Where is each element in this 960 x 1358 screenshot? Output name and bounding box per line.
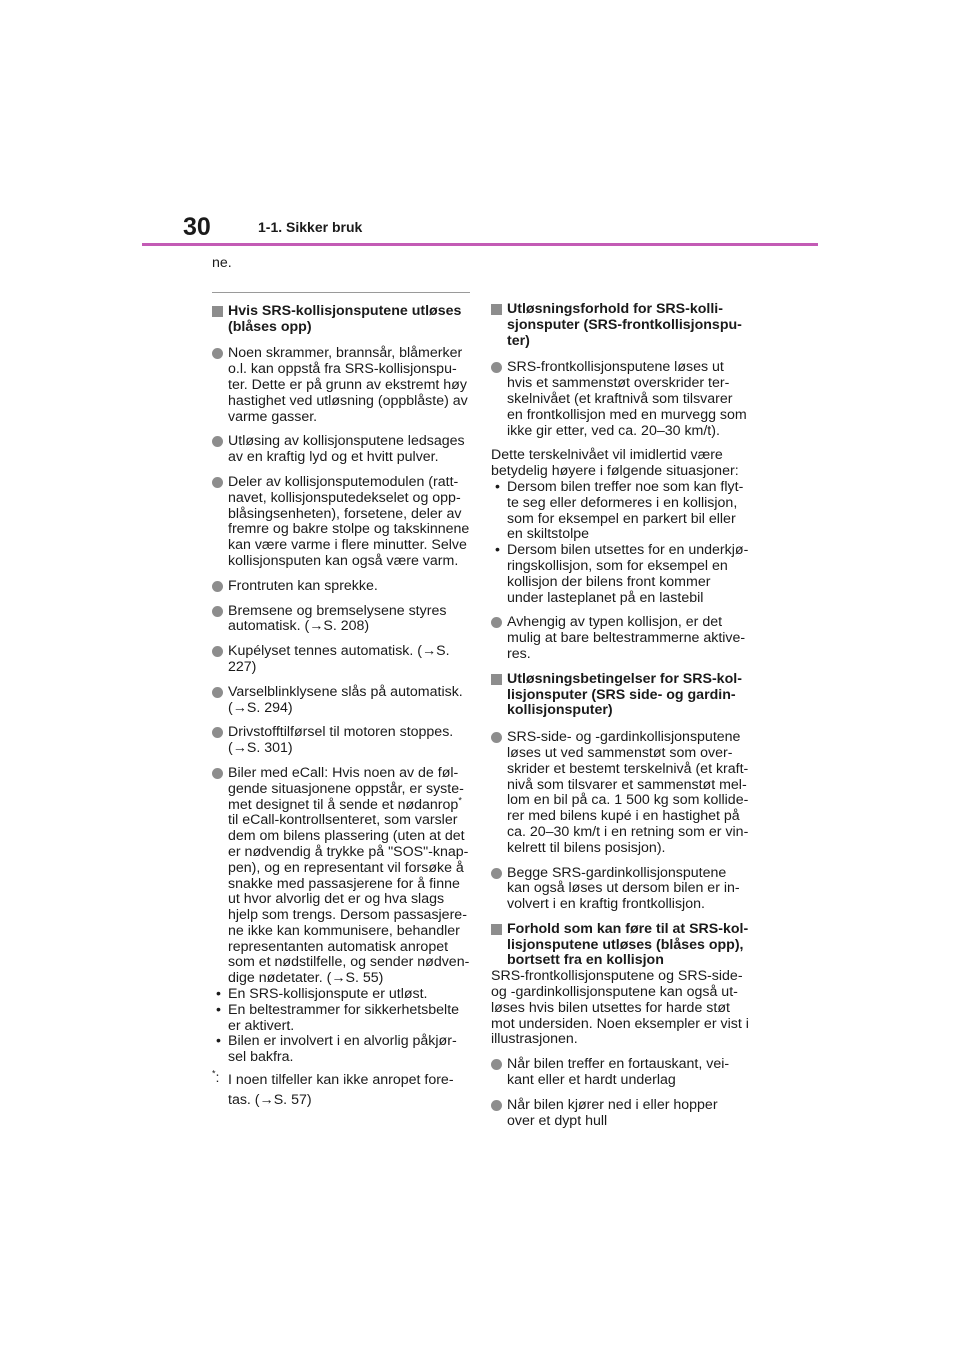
header-rule [142,243,818,246]
list-item-text: Noen skrammer, brannsår, blåmerker o.l. kan oppstå fra SRS-kollisjonsputer. Dette er på grunn av ekstremt høy hastighet ved utløsning (oppblåste) av varme gasser. [228,345,468,425]
sub-list-item [212,1034,470,1066]
sub-item-text: Dersom bilen utsettes for en underkjøringskollisjon, som for eksempel en kollisjon der bilens front kommer under lasteplanet på en lastebil [507,542,749,606]
circle-bullet-icon [212,606,223,617]
heading-srs-deployed [212,304,470,336]
list-item-text: Når bilen kjører ned i eller hopper over et dypt hull [507,1096,718,1129]
list-item [491,1098,749,1130]
circle-bullet-icon [491,868,502,879]
list-item [491,730,749,856]
heading-text: Hvis SRS-kollisjonsputene utløses (blåses opp) [228,302,462,335]
list-item [212,434,470,466]
list-item-ecall [212,766,470,987]
sub-list-item [212,1003,470,1035]
sub-list-item [212,987,470,1003]
ecall-text-after: til eCall-kontrollsenteret, som varsler dem om bilens plassering (uten at det er nødvendig å trykke på "SOS"-knappen), og en representant vil forsøke å snakke med passasjerene for å finne ut hvor alvorlig det er og hva slags hjelp som trengs. Dersom passasjerene ikke kan kommunisere, behandler representanten automatisk anropet som et nødstilfelle, og sender nødvendige nødetater. (→S. 55) [228,812,470,987]
sub-list-item [491,480,749,543]
circle-bullet-icon [212,436,223,447]
list-item-text: SRS-frontkollisjonsputene løses ut hvis et sammenstøt overskrider terskelnivået (et kraftnivå som tilsvarer en frontkollisjon med en murvegg som ikke gir etter, ved ca. 20–30 km/t). [507,359,747,439]
ecall-text-before: Biler med eCall: Hvis noen av de følgende situasjonene oppstår, er systemet designet til å sende et nødanrop [228,764,464,813]
list-item [491,866,749,913]
circle-bullet-icon [491,617,502,628]
list-item [212,644,470,676]
list-item-text: SRS-side- og -gardinkollisjonsputene løses ut ved sammenstøt som overskrider et bestemt terskelnivå (et kraftnivå som tilsvarer et sammenstøt mellom en bil på ca. 1 500 kg som kolliderer med bilens kupé i en hastighet på ca. 20–30 km/t i en retning som er vinkelrett til bilens posisjon). [507,729,749,856]
circle-bullet-icon [212,768,223,779]
dot-marker: • [216,986,221,1003]
sub-item-text: En beltestrammer for sikkerhetsbelte er aktivert. [228,1001,460,1034]
list-item [212,604,470,636]
square-bullet-icon [491,924,502,935]
list-item [491,360,749,439]
footnote-marker: * [458,794,462,805]
sub-item-text: Bilen er involvert i en alvorlig påkjørsel bakfra. [228,1033,457,1066]
heading-text: Utløsningsforhold for SRS-kollisjonsputer (SRS-frontkollisjonsputer) [507,301,742,349]
circle-bullet-icon [491,732,502,743]
list-item-text: Frontruten kan sprekke. [228,577,378,594]
circle-bullet-icon [212,477,223,488]
list-item [212,725,470,757]
sub-item-text: En SRS-kollisjonspute er utløst. [228,986,428,1003]
list-item-text: Når bilen treffer en fortauskant, veikant eller et hardt underlag [507,1056,730,1089]
circle-bullet-icon [491,1100,502,1111]
list-item [212,346,470,425]
section-title: 1-1. Sikker bruk [258,219,363,235]
paragraph: SRS-frontkollisjonsputene og SRS-side- og -gardinkollisjonsputene kan også utløses hvis bilen utsettes for harde støt mot undersiden. Noen eksempler er vist i illustrasjonen. [491,968,749,1048]
sub-list-item [491,543,749,606]
list-item-text: Begge SRS-gardinkollisjonsputene kan også løses ut dersom bilen er involvert i en kraftig frontkollisjon. [507,864,740,913]
dot-marker: • [495,478,500,495]
circle-bullet-icon [212,727,223,738]
circle-bullet-icon [212,581,223,592]
dot-marker: • [216,1001,221,1018]
list-item-text: Drivstofftilførsel til motoren stoppes. (→S. 301) [228,724,454,757]
section-divider [212,292,470,293]
dot-marker: • [495,542,500,559]
list-item-text: Kupélyset tennes automatisk. (→S. 227) [228,643,450,675]
square-bullet-icon [212,306,223,317]
footnote-label: *: [212,1068,220,1087]
heading-front-airbags [491,302,749,349]
list-item-text: Bremsene og bremselysene styres automatisk. (→S. 208) [228,602,447,635]
list-item [491,615,749,662]
continued-fragment: ne. [212,255,232,271]
heading-non-collision-deployment [491,922,749,969]
footnote-text: I noen tilfeller kan ikke anropet foretas. (→S. 57) [228,1072,454,1109]
dot-marker: • [216,1033,221,1050]
list-item-text: Avhengig av typen kollisjon, er det mulig at bare beltestrammerne aktiveres. [507,614,746,662]
page-number: 30 [183,213,211,241]
square-bullet-icon [491,674,502,685]
list-item-text: Utløsing av kollisjonsputene ledsages av en kraftig lyd og et hvitt pulver. [228,433,465,466]
footnote [212,1070,470,1110]
circle-bullet-icon [212,646,223,657]
square-bullet-icon [491,304,502,315]
right-column [491,302,749,1138]
sub-item-text: Dersom bilen treffer noe som kan flytte seg eller deformeres i en kollisjon, som for eksempel en parkert bil eller en skiltstolpe [507,478,744,543]
list-item [212,475,470,570]
list-item-text: Deler av kollisjonsputemodulen (rattnavet, kollisjonsputedekselet og oppblåsingsenheten), forsetene, deler av fremre og bakre stolpe og takskinnene kan være varme i flere minutter. Selve kollisjonsputen kan også være varm. [228,473,470,569]
heading-text: Utløsningsbetingelser for SRS-kollisjonsputer (SRS side- og gardinkollisjonsputer) [507,670,742,719]
circle-bullet-icon [491,1059,502,1070]
list-item [212,579,470,595]
list-item [212,685,470,717]
list-item [491,1057,749,1089]
paragraph: Dette terskelnivået vil imidlertid være betydelig høyere i følgende situasjoner: [491,447,739,480]
list-item-text: Varselblinklysene slås på automatisk. (→S. 294) [228,683,463,716]
left-column [212,256,470,1110]
heading-text: Forhold som kan føre til at SRS-kollisjonsputene utløses (blåses opp), bortsett fra en kollisjon [507,920,749,969]
heading-side-curtain-airbags [491,672,749,719]
circle-bullet-icon [212,687,223,698]
circle-bullet-icon [212,348,223,359]
circle-bullet-icon [491,362,502,373]
